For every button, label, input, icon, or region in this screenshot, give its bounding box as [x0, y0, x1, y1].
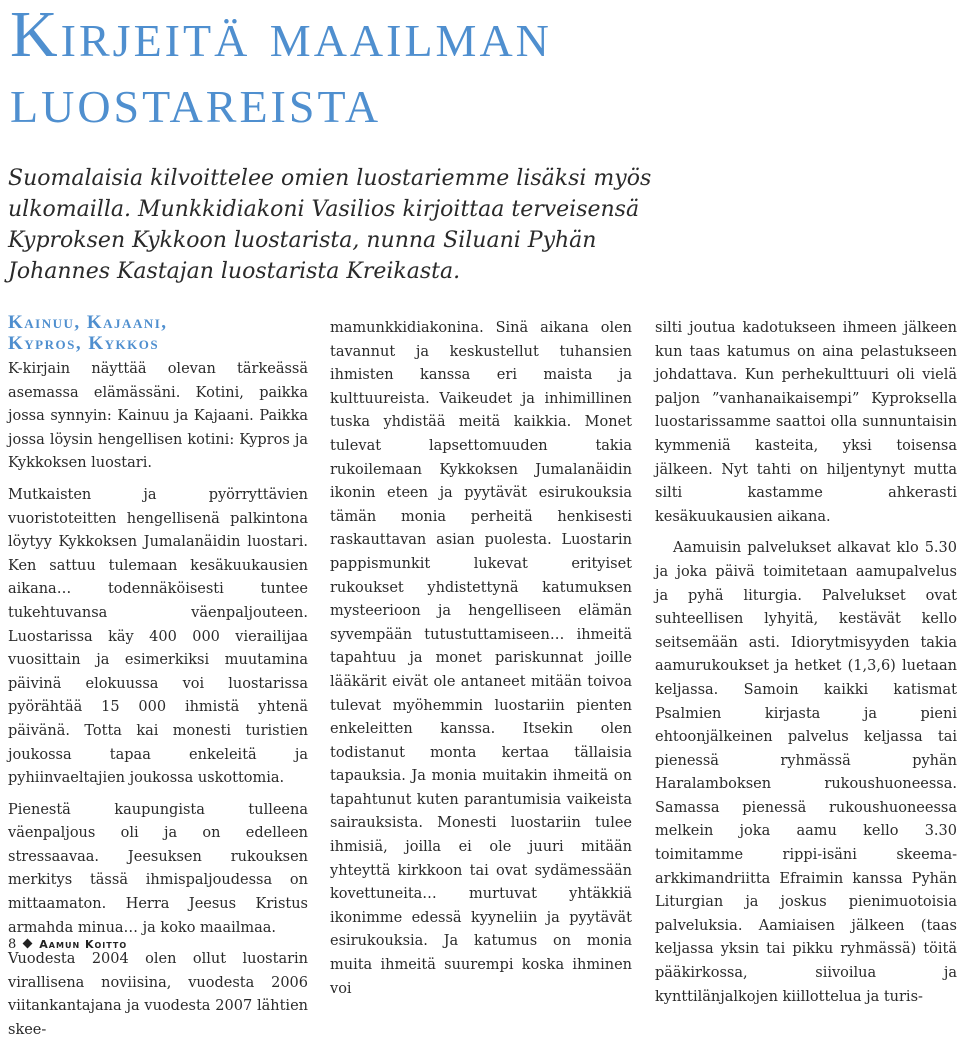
page-footer: [8, 935, 127, 955]
article-title: [10, 0, 950, 137]
article-title-line-2: luostareista: [10, 64, 382, 137]
section-subheading: [8, 312, 308, 354]
section-subheading-line-1: Kainuu, Kajaani,: [8, 312, 168, 333]
body-paragraph: Vuodesta 2004 olen ollut luostarin virallisena noviisina, vuodesta 2006 viitankantajana ja vuodesta 2007 lähtien skee-: [8, 951, 308, 1039]
body-paragraph: Mutkaisten ja pyörryttävien vuoristoteitten hengellisenä palkintona löytyy Kykkoksen Jumalanäidin luostari. Ken sattuu tulemaan kesäkuukausien aikana… todennäköisesti tuntee tukehtuvansa väenpaljouteen. Luostarissa käy 400 000 vierailijaa vuosittain ja esimerkiksi muutamina päivinä elokuussa voi luostarissa pyörähtää 15 000 ihmistä yhtenä päivänä. Totta kai monesti turistien joukossa tapaa enkeleitä ja pyhiinvaeltajien joukossa uskottomia.: [8, 486, 308, 787]
column-3: [655, 317, 957, 1017]
body-paragraph: K-kirjain näyttää olevan tärkeässä asemassa elämässäni. Kotini, paikka jossa synnyin: Kainuu ja Kajaani. Paikka jossa löysin hengellisen kotini: Kypros ja Kykkoksen luostari.: [8, 361, 308, 472]
body-paragraph: Aamuisin palvelukset alkavat klo 5.30 ja joka päivä toimitetaan aamupalvelus ja pyhä liturgia. Palvelukset ovat suhteellisen lyhyitä, kestävät kello seitsemään asti. Idiorytmisyyden takia aamurukoukset ja hetket (1,3,6) luetaan keljassa. Samoin kaikki katismat Psalmien kirjasta ja pieni ehtoonjälkeinen palvelus keljassa tai pienessä ryhmässä pyhän Haralamboksen rukoushuoneessa. Samassa pienessä rukoushuoneessa melkein joka aamu kello 3.30 toimitamme rippi-isäni skeema-arkkimandriitta Efraimin kanssa Pyhän Liturgian ja joskus pienimuotoisia palveluksia. Aamiaisen jälkeen (taas keljassa yksin tai pikku ryhmässä) töitä pääkirkossa, siivoilua ja kynttilänjalkojen kiillottelua ja turis-: [655, 540, 957, 1005]
article-title-line-1: Kirjeitä maailman: [10, 0, 552, 71]
body-paragraph: mamunkkidiakonina. Sinä aikana olen tavannut ja keskustellut tuhansien ihmisten kanssa eri maista ja kulttuureista. Vaikeudet ja inhimillinen tuska yhdistää meitä kaikkia. Monet tulevat lapsettomuuden takia rukoilemaan Kykkoksen Jumalanäidin ikonin eteen ja pyytävät esirukouksia tämän monia perheitä henkisesti raskauttavan asian puolesta. Luostarin pappismunkit lukevat erityiset rukoukset yhdistettynä katumuksen mysteerioon ja hengelliseen elämän syvempään tutustuttamiseen… ihmeitä tapahtuu ja monet pariskunnat joille lääkärit eivät ole antaneet mitään toivoa tulevat myöhemmin luostariin pienten enkeleitten kanssa. Itsekin olen todistanut monta kertaa tällaisia tapauksia. Ja monia muitakin ihmeitä on tapahtunut kuten parantumisia vaikeista sairauksista. Monesti luostariin tulee ihmisiä, joilla ei ole juuri mitään yhteyttä kirkkoon tai ovat sydämessään kovettuneita… murtuvat yhtäkkiä ikonimme edessä kyyneliin ja pyytävät esirukouksia. Ja katumus on monia muita ihmeitä suurempi koska ihminen voi: [330, 320, 632, 997]
body-paragraph: silti joutua kadotukseen ihmeen jälkeen kun taas katumus on aina pelastukseen johdattava. Kun perhekulttuuri oli vielä paljon ”vanhanaikaisempi” Kyproksella luostarissamme saattoi olla sunnuntaisin kymmeniä kasteita, yksi toisensa jälkeen. Nyt tahti on hiljentynyt mutta silti kastamme ahkerasti kesäkuukausien aikana.: [655, 320, 957, 525]
page-number: 8: [8, 937, 17, 952]
magazine-name: Aamun Koitto: [39, 938, 128, 951]
column-2: [330, 317, 632, 1009]
diamond-separator-icon: [23, 939, 33, 949]
body-paragraph: Pienestä kaupungista tulleena väenpaljous oli ja on edelleen stressaavaa. Jeesuksen rukouksen merkitys tässä ihmispaljoudessa on mittaamaton. Herra Jeesus Kristus armahda minua… ja koko maailmaa.: [8, 801, 308, 936]
article-lead: Suomalaisia kilvoittelee omien luostariemme lisäksi myös ulkomailla. Munkkidiakoni Vasilios kirjoittaa terveisensä Kyproksen Kykkoon luostarista, nunna Siluani Pyhän Johannes Kastajan luostarista Kreikasta.: [8, 166, 652, 284]
section-subheading-line-2: Kypros, Kykkos: [8, 333, 160, 354]
